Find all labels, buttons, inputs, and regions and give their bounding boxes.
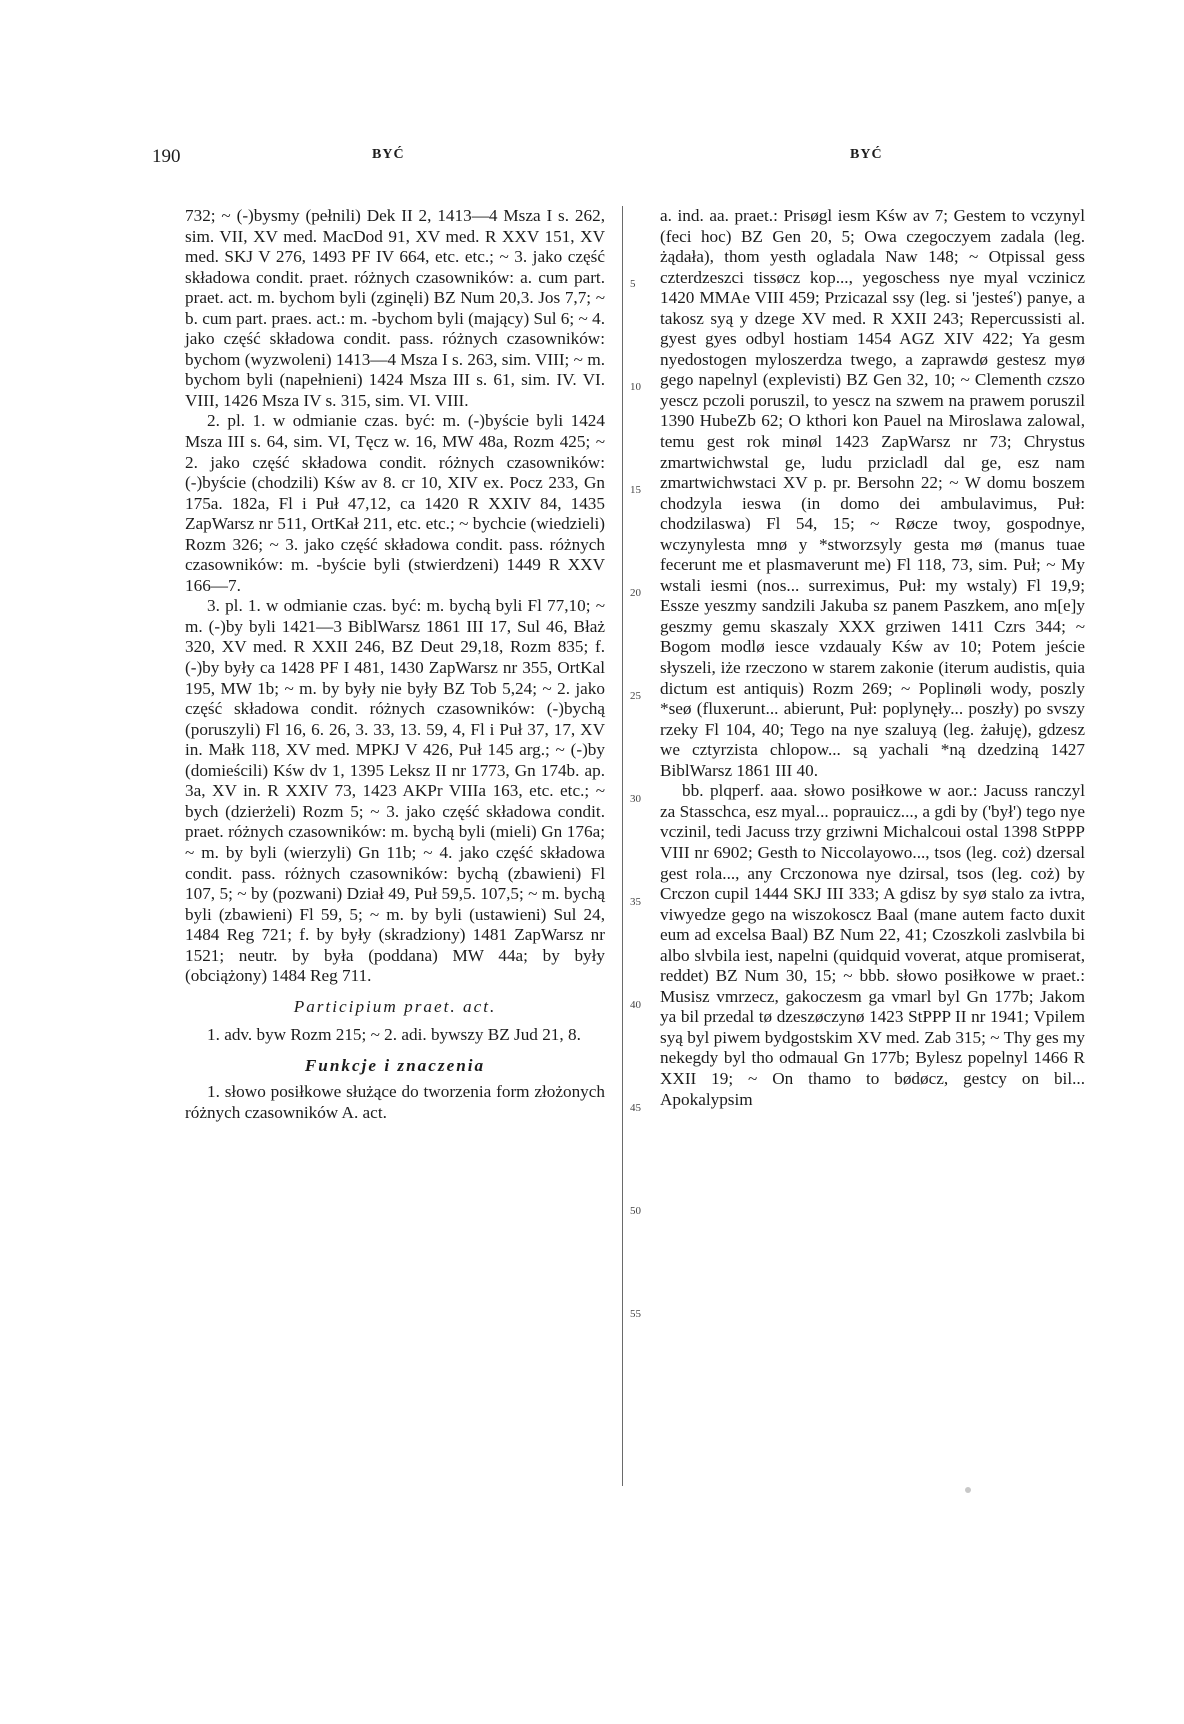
line-number: 45 (630, 1102, 641, 1114)
entry-paragraph: 3. pl. 1. w odmianie czas. być: m. bychą byli Fl 77,10; ~ m. (-)by byli 1421—3 BiblWarsz 1861 III 17, Sul 46, Błaż 320, XV med. R XXII 246, BZ Deut 29,18, Rozm 835; f. (-)by były ca 1428 PF I 481, 1430 ZapWarsz nr 355, OrtKal 195, MW 1b; ~ m. by były nie były BZ Tob 5,24; ~ 2. jako część składowa condit. różnych czasowników: (-)bychą (poruszyli) Fl 16, 6. 26, 3. 33, 13. 59, 4, Fl i Puł 37, 17, XV in. Małk 118, XV med. MPKJ V 426, Puł 145 arg.; ~ (-)by (domieścili) Kśw dv 1, 1395 Leksz II nr 1773, Gn 174b. ap. 3a, XV in. R XXIV 73, 1423 AKPr VIIIa 163, etc. etc.; ~ bych (dzierżeli) Rozm 5; ~ 3. jako część składowa condit. praet. różnych czasowników: m. bychą byli (mieli) Gn 176a; ~ m. by byli (wierzyli) Gn 11b; ~ 4. jako część składowa condit. pass. różnych czasowników: bychą (zbawieni) Fl 107, 5; ~ by (pozwani) Dział 49, Puł 59,5. 107,5; ~ m. bychą byli (zbawieni) Fl 59, 5; ~ m. by byli (ustawieni) Sul 24, 1484 Reg 721; f. by były (skradziony) 1481 ZapWarsz nr 1521; neutr. by była (poddana) MW 44a; by były (obciążony) 1484 Reg 711. (185, 596, 605, 986)
column-divider (622, 206, 623, 1486)
right-column (660, 206, 1085, 1110)
section-heading-participium: Participium praet. act. (293, 996, 497, 1016)
entry-paragraph: bb. plqperf. aaa. słowo posiłkowe w aor.: Jacuss ranczyl za Stasschca, esz myal... poprauicz..., a gdi by ('był') tego nye vczinil, tedi Jacuss trzy grziwni Michalcoui ostal 1398 StPPP VIII nr 6902; Gesth to Niccolayowo..., tsos (leg. coż) dzersal gest rola..., any Crczonowa nye dzirsal, tsos (leg. coż) by Crczon cupil 1444 SKJ III 333; A gdisz by syø stalo za ivtra, viwyedze gego na wiszokoscz Baal (mane autem facto duxit eum ad excelsa Baal) BZ Num 22, 41; Czoszkoli zaslvbila bi albo slvbila iest, napelni (quidquid voverat, atque promiserat, reddet) BZ Num 30, 15; ~ bbb. słowo posiłkowe w praet.: Musisz vmrzecz, gakoczesm ga vmarl byl Gn 177b; Jakom ya bil przedal tø dzeszøczynø 1423 StPPP II nr 1941; Vpilem syą byl piwem bydgostskim XV med. Zab 315; ~ Thy ges my nekegdy byl tho odmaual Gn 177b; Bylesz popelnyl 1466 R XXII 19; ~ On thamo to bødøcz, gestcy on bil... Apokalypsim (660, 781, 1085, 1109)
line-number: 50 (630, 1205, 641, 1217)
line-number: 40 (630, 999, 641, 1011)
line-number: 55 (630, 1308, 641, 1320)
line-number: 25 (630, 690, 641, 702)
left-column (185, 206, 605, 1124)
entry-paragraph: 1. słowo posiłkowe służące do tworzenia form złożonych różnych czasowników A. act. (185, 1082, 605, 1122)
line-number: 35 (630, 896, 641, 908)
line-number: 30 (630, 793, 641, 805)
page-header (0, 146, 1184, 176)
entry-paragraph: 732; ~ (-)bysmy (pełnili) Dek II 2, 1413—4 Msza I s. 262, sim. VII, XV med. MacDod 91, XV med. R XXV 151, XV med. SKJ V 276, 1493 PF IV 664, etc. etc.; ~ 3. jako część składowa condit. praet. różnych czasowników: a. cum part. praet. act. m. bychom byli (zginęli) BZ Num 20,3. Jos 7,7; ~ b. cum part. praes. act.: m. -bychom byli (mający) Sul 6; ~ 4. jako część składowa condit. pass. różnych czasowników: bychom (wyzwoleni) 1413—4 Msza I s. 263, sim. VIII; ~ m. bychom byli (napełnieni) 1424 Msza III s. 61, sim. IV. VI. VIII, 1426 Msza IV s. 315, sim. VI. VIII. (185, 206, 605, 410)
line-number: 5 (630, 278, 636, 290)
page-number: 190 (152, 146, 181, 167)
line-number: 15 (630, 484, 641, 496)
line-number: 10 (630, 381, 641, 393)
section-heading-funkcje: Funkcje i znaczenia (304, 1055, 486, 1075)
entry-paragraph: a. ind. aa. praet.: Prisøgl iesm Kśw av 7; Gestem to vczynyl (feci hoc) BZ Gen 20, 5; Owa czegoczyem zadala (leg. żądała), thom yesth ogladala Naw 148; ~ Otpissal gess czterdzeszci tissøcz kop..., yegoschess nye myal vczinicz 1420 MMAe VIII 459; Przicazal ssy (leg. si 'jesteś') panye, a takosz syą y dzege XV med. R XXII 243; Repercussisti al. gyest gyes odbyl hostiam 1454 AGZ XIV 422; Ya gesm nyedostogen myloszerdza twego, a zaprawdø gestesz myø gego napelnyl (explevisti) BZ Gen 32, 10; ~ Clementh czszo yescz pczoli poruszil, to yescz na szwem na prawem poruszil 1390 HubeZb 62; O kthori kon Pauel na Miroslawa zalowal, temu gest rok minøl 1423 ZapWarsz nr 73; Chrystus zmartwichwstal ge, ludu przicladl dal ge, esz nam zmartwichwstaci XV p. pr. Bersohn 22; ~ W domu boszem chodzyla ieswa (in domo dei ambulavimus, Puł: chodzilaswa) Fl 54, 15; ~ Røcze twoy, gospodnye, wczynylesta mnø y *stworzsyly gesta mø (manus tuae fecerunt me et plasmaverunt me) Fl 118, 73, sim. Puł; ~ My wstali iesmi (nos... surreximus, Puł: my wstaly) Fl 19,9; Essze yeszmy sandzili Jakuba sz panem Paszkem, ano m[e]y geszmy gemu skaszaly XXX grziwen 1411 Czrs 344; ~ Bogom modlø iesce vzdaualy Kśw av 10; Potem jeście słyszeli, iże rzeczono w starem zakonie (iterum audistis, quia dictum est antiquis) Rozm 269; ~ Poplinøli wody, poszly *seø (fluxerunt... abierunt, Puł: poplynęły... poszły) po svszy rzeky Fl 104, 40; Tego na nye szaluyą (leg. żałuję), gdzesz we cztyrzista chlopow... są yachali *ną dzedziną 1427 BiblWarsz 1861 III 40. (660, 206, 1085, 780)
entry-paragraph: 1. adv. byw Rozm 215; ~ 2. adi. bywszy BZ Jud 21, 8. (207, 1025, 581, 1045)
entry-paragraph: 2. pl. 1. w odmianie czas. być: m. (-)byście byli 1424 Msza III s. 64, sim. VI, Tęcz w. 16, MW 48a, Rozm 425; ~ 2. jako część składowa condit. różnych czasowników: (-)byście (chodzili) Kśw av 8. cr 10, XIV ex. Pocz 233, Gn 175a. 182a, Fl i Puł 47,12, ca 1420 R XXIV 84, 1435 ZapWarsz nr 511, OrtKał 211, etc. etc.; ~ bychcie (wiedzieli) Rozm 326; ~ 3. jako część składowa condit. pass. różnych czasowników: m. -byście byli (stwierdzeni) 1449 R XXV 166—7. (185, 411, 605, 595)
scan-speck (965, 1487, 971, 1493)
line-number: 20 (630, 587, 641, 599)
running-headword-right: BYĆ (850, 147, 883, 162)
running-headword-left: BYĆ (372, 147, 405, 162)
